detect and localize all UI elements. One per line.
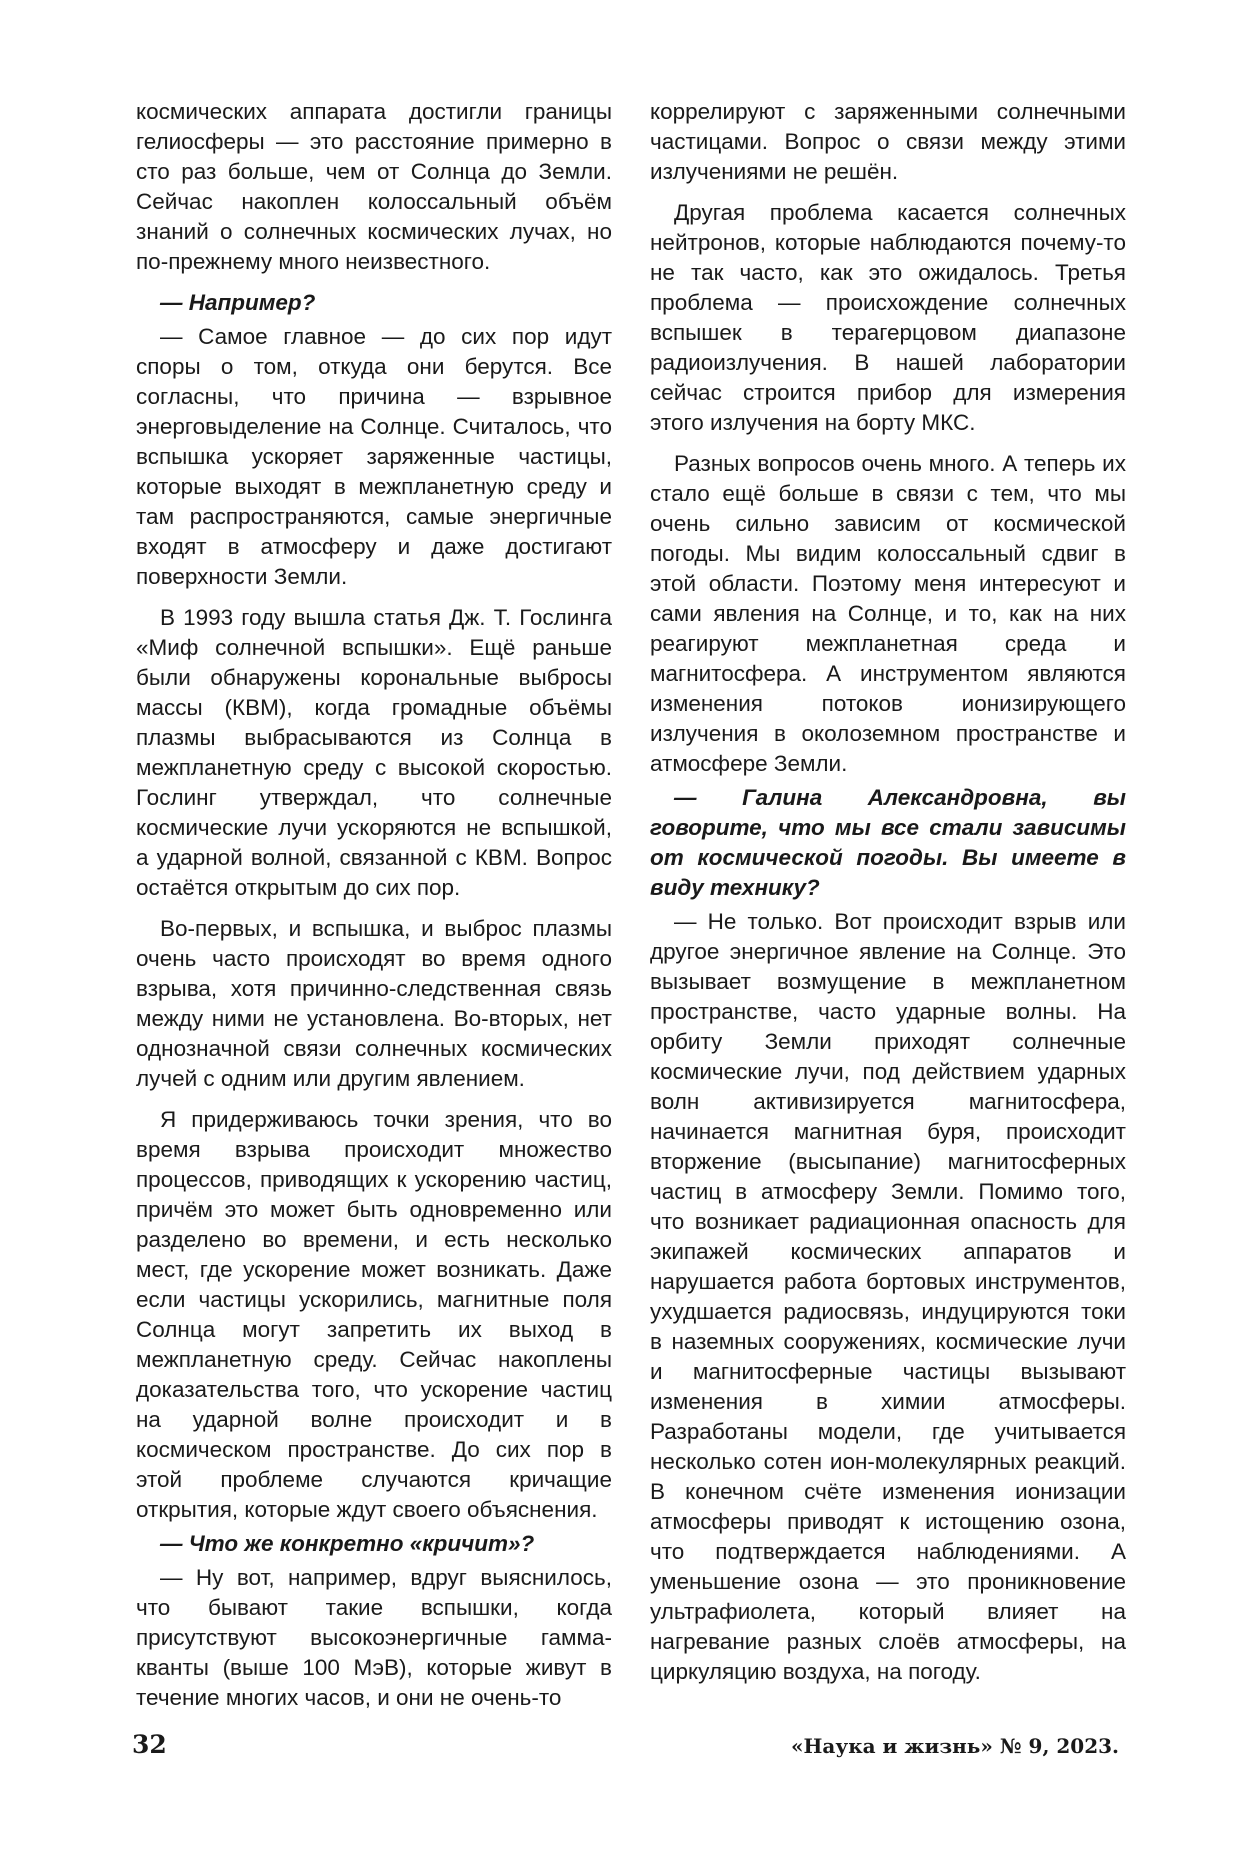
right-question-1: — Галина Александровна, вы говорите, что мы все стали зависимы от космической погоды. Вы имеете в виду технику?	[650, 785, 1126, 900]
right-paragraph-4: — Не только. Вот происходит взрыв или другое энергичное явление на Солнце. Это вызывает возмущение в межпланетном пространстве, часто ударные волны. На орбиту Земли приходят солнечные космические лучи, под действием ударных волн активизируется магнитосфера, начинается магнитная буря, происходит вторжение (высыпание) магнитосферных частиц в атмосферу Земли. Помимо того, что возникает радиационная опасность для экипажей космических аппаратов и нарушается работа бортовых инструментов, ухудшается радиосвязь, индуцируются токи в наземных сооружениях, космические лучи и магнитосферные частицы вызывают изменения в химии атмосферы. Разработаны модели, где учитывается несколько сотен ион-молекулярных реакций. В конечном счёте изменения ионизации атмосферы приводят к истощению озона, что подтверждается наблюдениями. А уменьшение озона — это проникновение ультрафиолета, который влияет на нагревание разных слоёв атмосферы, на циркуляцию воздуха, на погоду.	[650, 909, 1126, 1684]
left-paragraph-5: Я придерживаюсь точки зрения, что во время взрыва происходит множество процессов, приводящих к ускорению частиц, причём это может быть одновременно или разделено во времени, и есть несколько мест, где ускорение может возникать. Даже если частицы ускорились, магнитные поля Солнца могут запретить их выход в межпланетную среду. Сейчас накоплены доказательства того, что ускорение частиц на ударной волне происходит и в космическом пространстве. До сих пор в этой проблеме случаются кричащие открытия, которые ждут своего объяснения.	[136, 1107, 612, 1522]
left-paragraph-3: В 1993 году вышла статья Дж. Т. Гослинга «Миф солнечной вспышки». Ещё раньше были обнаружены корональные выбросы массы (КВМ), когда громадные объёмы плазмы выбрасываются из Солнца в межпланетную среду с высокой скоростью. Гослинг утверждал, что солнечные космические лучи ускоряются не вспышкой, а ударной волной, связанной с КВМ. Вопрос остаётся открытым до сих пор.	[136, 605, 612, 900]
right-paragraph-3: Разных вопросов очень много. А теперь их стало ещё больше в связи с тем, что мы очень сильно зависим от космической погоды. Мы видим колоссальный сдвиг в этой области. Поэтому меня интересуют и сами явления на Солнце, и то, как на них реагируют межпланетная среда и магнитосфера. А инструментом являются изменения потоков ионизирующего излучения в околоземном пространстве и атмосфере Земли.	[650, 451, 1126, 776]
left-column	[136, 97, 612, 1724]
right-paragraph-2: Другая проблема касается солнечных нейтронов, которые наблюдаются почему-то не так часто, как это ожидалось. Третья проблема — происхождение солнечных вспышек в терагерцовом диапазоне радиоизлучения. В нашей лаборатории сейчас строится прибор для измерения этого излучения на борту МКС.	[650, 200, 1126, 435]
right-paragraph-1: коррелируют с заряженными солнечными частицами. Вопрос о связи между этими излучениями не решён.	[650, 99, 1126, 184]
left-paragraph-2: — Самое главное — до сих пор идут споры о том, откуда они берутся. Все согласны, что причина — взрывное энерговыделение на Солнце. Считалось, что вспышка ускоряет заряженные частицы, которые выходят в межпланетную среду и там распространяются, самые энергичные входят в атмосферу и даже достигают поверхности Земли.	[136, 324, 612, 589]
left-question-1: — Например?	[160, 290, 316, 315]
page-number: 32	[132, 1730, 167, 1759]
left-paragraph-4: Во-первых, и вспышка, и выброс плазмы очень часто происходят во время одного взрыва, хотя причинно-следственная связь между ними не установлена. Во-вторых, нет однозначной связи солнечных космических лучей с одним или другим явлением.	[136, 916, 612, 1091]
journal-issue: «Наука и жизнь» № 9, 2023.	[791, 1734, 1119, 1758]
left-paragraph-6: — Ну вот, например, вдруг выяснилось, что бывают такие вспышки, когда присутствуют высокоэнергичные гамма-кванты (выше 100 МэВ), которые живут в течение многих часов, и они не очень-то	[136, 1565, 612, 1710]
left-question-2: — Что же конкретно «кричит»?	[160, 1531, 535, 1556]
right-column	[650, 97, 1126, 1698]
left-paragraph-1: космических аппарата достигли границы гелиосферы — это расстояние примерно в сто раз больше, чем от Солнца до Земли. Сейчас накоплен колоссальный объём знаний о солнечных космических лучах, но по-прежнему много неизвестного.	[136, 99, 612, 274]
